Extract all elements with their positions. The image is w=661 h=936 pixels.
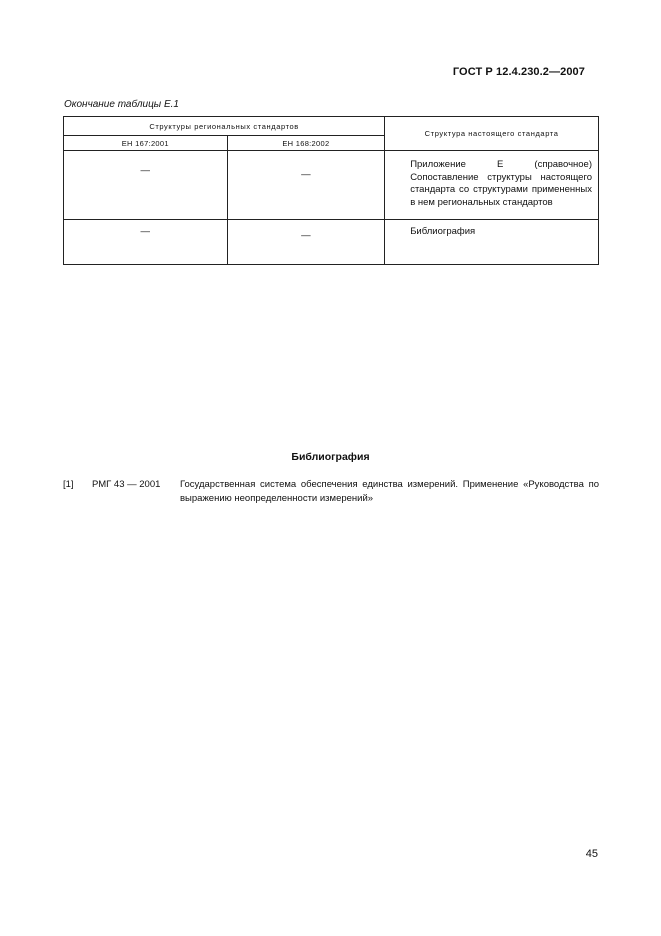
table-cell: —	[64, 151, 228, 220]
table-cell: Библиография	[385, 220, 599, 265]
bib-number: [1]	[63, 479, 74, 490]
structure-table	[63, 116, 599, 265]
table-cell: Приложение Е (справочное) Сопоставление структуры настоящего стандарта со структурами примененных в нем региональных стандартов	[385, 151, 599, 220]
bib-code: РМГ 43 — 2001	[92, 479, 161, 490]
table-cell: —	[227, 151, 385, 220]
table-row	[64, 151, 599, 220]
table-caption: Окончание таблицы Е.1	[64, 99, 179, 110]
page-number: 45	[585, 848, 598, 860]
en167-header: ЕН 167:2001	[64, 136, 228, 151]
bibliography-title: Библиография	[291, 451, 370, 463]
table-row	[64, 220, 599, 265]
current-structure-header: Структура настоящего стандарта	[385, 117, 599, 151]
table-cell: —	[227, 220, 385, 265]
bib-text: Государственная система обеспечения единства измерений. Применение «Руководства по выражению неопределенности измерений»	[180, 479, 599, 504]
table-cell: —	[64, 220, 228, 265]
en168-header: ЕН 168:2002	[227, 136, 385, 151]
standard-code: ГОСТ Р 12.4.230.2—2007	[452, 66, 585, 78]
group-header: Структуры региональных стандартов	[64, 117, 385, 136]
